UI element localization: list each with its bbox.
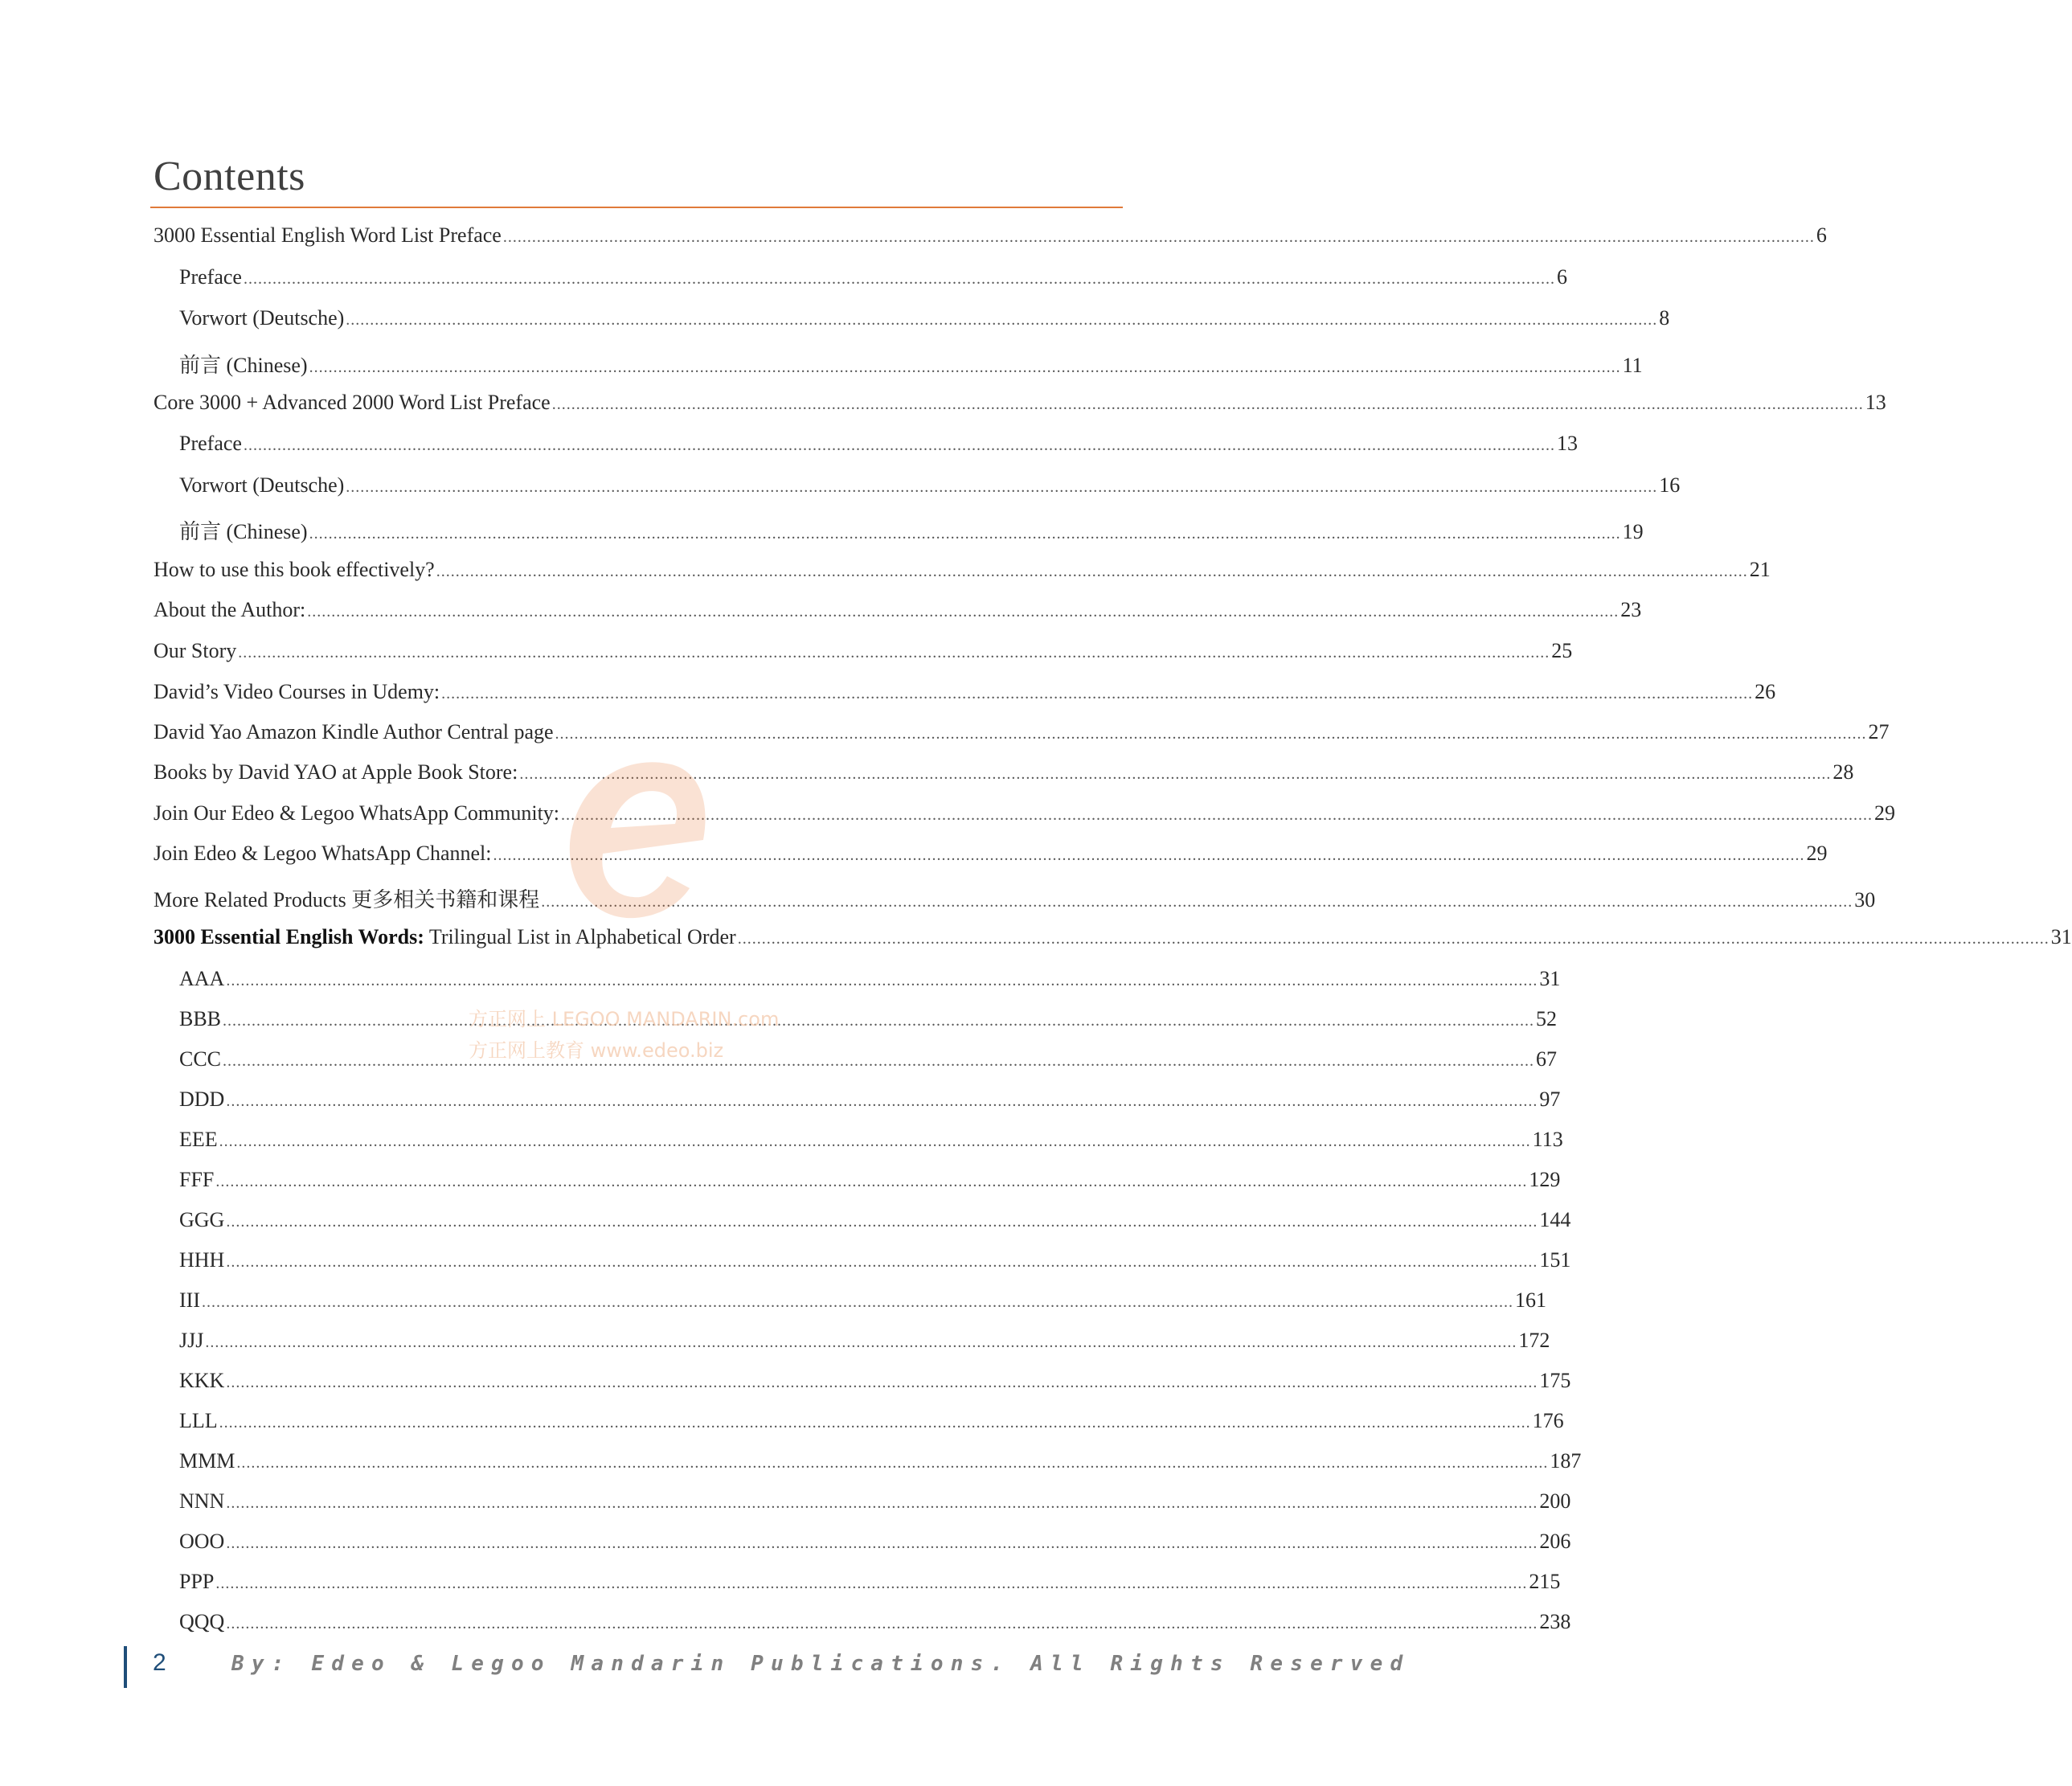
toc-entry-label: NNN xyxy=(179,1489,225,1513)
toc-dot-leader xyxy=(503,228,1815,247)
toc-entry[interactable] xyxy=(179,1449,1582,1473)
toc-entry-label: JJJ xyxy=(179,1329,204,1352)
toc-entry-label: 3000 Essential English Word List Preface xyxy=(154,223,502,247)
toc-entry-label: Join Edeo & Legoo WhatsApp Channel: xyxy=(154,842,492,865)
toc-dot-leader xyxy=(244,436,1555,455)
toc-entry[interactable] xyxy=(179,1570,1561,1594)
toc-entry-page: 26 xyxy=(1755,680,1776,703)
toc-entry-label: Preface xyxy=(179,432,242,455)
toc-entry-label: BBB xyxy=(179,1007,222,1030)
toc-dot-leader xyxy=(236,1454,1548,1473)
toc-entry-label: III xyxy=(179,1288,200,1312)
toc-entry-label: EEE xyxy=(179,1128,218,1151)
toc-entry-page: 97 xyxy=(1539,1088,1561,1111)
toc-entry-page: 215 xyxy=(1529,1570,1561,1593)
toc-entry-page: 13 xyxy=(1865,391,1886,414)
toc-entry-page: 30 xyxy=(1854,888,1876,911)
toc-entry-page: 31 xyxy=(1539,967,1561,990)
toc-entry-page: 21 xyxy=(1749,558,1771,581)
toc-entry[interactable] xyxy=(179,967,1561,991)
toc-dot-leader xyxy=(307,603,1619,621)
toc-entry[interactable] xyxy=(179,1288,1546,1313)
toc-entry-label: David Yao Amazon Kindle Author Central page xyxy=(154,720,554,743)
toc-entry-page: 11 xyxy=(1622,354,1643,377)
toc-entry-label: Books by David YAO at Apple Book Store: xyxy=(154,760,518,784)
toc-entry-label-rest: Trilingual List in Alphabetical Order xyxy=(424,925,736,948)
toc-entry[interactable] xyxy=(179,1248,1571,1272)
toc-entry[interactable] xyxy=(179,1610,1571,1634)
toc-entry[interactable] xyxy=(179,1530,1571,1554)
toc-entry[interactable] xyxy=(179,1208,1571,1232)
toc-entry-page: 206 xyxy=(1539,1530,1571,1553)
toc-entry-label: CCC xyxy=(179,1047,222,1071)
toc-entry-page: 6 xyxy=(1556,265,1567,289)
toc-entry-label: OOO xyxy=(179,1530,225,1553)
toc-entry-label-bold: 3000 Essential English Words: xyxy=(154,925,424,948)
toc-entry-label: 前言 (Chinese) xyxy=(179,520,308,543)
toc-entry-page: 238 xyxy=(1539,1610,1571,1633)
toc-entry[interactable] xyxy=(154,558,1771,582)
watermark-text-edeo: 方正网上教育 www.edeo.biz xyxy=(469,1039,724,1062)
toc-dot-leader xyxy=(346,311,1657,330)
toc-entry-page: 27 xyxy=(1868,720,1890,743)
toc-entry[interactable] xyxy=(154,680,1776,704)
toc-dot-leader xyxy=(226,1534,1538,1553)
toc-entry-page: 200 xyxy=(1539,1489,1571,1513)
toc-entry-label: MMM xyxy=(179,1449,235,1473)
toc-entry-page: 31 xyxy=(2050,925,2072,948)
toc-dot-leader xyxy=(226,1213,1538,1231)
toc-dot-leader xyxy=(436,563,1748,581)
toc-entry[interactable] xyxy=(179,1409,1564,1433)
toc-entry-label: PPP xyxy=(179,1570,215,1593)
toc-dot-leader xyxy=(215,1173,1527,1191)
toc-entry-label: DDD xyxy=(179,1088,225,1111)
toc-entry-page: 144 xyxy=(1539,1208,1571,1231)
toc-entry[interactable] xyxy=(179,515,1644,545)
toc-entry-page: 13 xyxy=(1556,432,1578,455)
toc-entry-page: 67 xyxy=(1536,1047,1558,1071)
toc-entry-label: AAA xyxy=(179,967,225,990)
toc-entry-page: 29 xyxy=(1806,842,1828,865)
toc-entry[interactable] xyxy=(154,639,1573,663)
toc-dot-leader xyxy=(561,806,1873,825)
toc-dot-leader xyxy=(205,1333,1517,1352)
toc-dot-leader xyxy=(226,1092,1538,1111)
toc-entry-label: More Related Products 更多相关书籍和课程 xyxy=(154,888,540,911)
toc-entry[interactable] xyxy=(154,391,1886,415)
toc-entry-page: 29 xyxy=(1874,801,1896,825)
toc-dot-leader xyxy=(226,1615,1538,1633)
toc-entry[interactable] xyxy=(179,349,1643,379)
toc-entry[interactable] xyxy=(154,598,1642,622)
toc-dot-leader xyxy=(309,525,1621,543)
toc-title: Contents xyxy=(154,154,305,199)
toc-entry-label: Our Story xyxy=(154,639,237,662)
toc-entry-page: 113 xyxy=(1532,1128,1563,1151)
toc-entry-label: Core 3000 + Advanced 2000 Word List Preface xyxy=(154,391,551,414)
footer-page-number: 2 xyxy=(153,1649,166,1676)
toc-dot-leader xyxy=(346,478,1657,497)
toc-entry[interactable] xyxy=(179,306,1670,330)
toc-entry[interactable] xyxy=(179,1369,1571,1393)
toc-entry[interactable] xyxy=(179,1088,1561,1112)
toc-entry-label: HHH xyxy=(179,1248,225,1272)
toc-dot-leader xyxy=(226,1494,1538,1513)
toc-entry-label: Join Our Edeo & Legoo WhatsApp Community: xyxy=(154,801,560,825)
toc-dot-leader xyxy=(223,1012,1534,1030)
toc-entry-page: 25 xyxy=(1551,639,1573,662)
toc-entry-label: GGG xyxy=(179,1208,225,1231)
toc-entry-label: David’s Video Courses in Udemy: xyxy=(154,680,440,703)
toc-dot-leader xyxy=(226,1374,1538,1392)
toc-entry-page: 151 xyxy=(1539,1248,1571,1272)
toc-dot-leader xyxy=(223,1052,1534,1071)
toc-entry-label: FFF xyxy=(179,1168,215,1191)
toc-dot-leader xyxy=(202,1293,1513,1312)
toc-dot-leader xyxy=(226,972,1538,990)
toc-entry[interactable] xyxy=(179,1168,1561,1192)
toc-entry-label: Vorwort (Deutsche) xyxy=(179,306,345,330)
toc-dot-leader xyxy=(244,270,1555,289)
toc-entry-page: 176 xyxy=(1532,1409,1564,1432)
toc-dot-leader xyxy=(226,1253,1538,1272)
toc-entry-page: 19 xyxy=(1622,520,1644,543)
toc-dot-leader xyxy=(238,644,1550,662)
toc-dot-leader xyxy=(738,930,2049,948)
toc-entry-page: 28 xyxy=(1832,760,1854,784)
toc-entry-page: 172 xyxy=(1518,1329,1550,1352)
toc-entry[interactable] xyxy=(154,720,1890,744)
toc-entry[interactable] xyxy=(179,1329,1550,1353)
watermark-text-legoo: 方正网上 LEGOO MANDARIN.com xyxy=(469,1008,780,1030)
toc-entry-page: 175 xyxy=(1539,1369,1571,1392)
edeo-logo-watermark-icon xyxy=(547,748,723,932)
toc-entry-page: 52 xyxy=(1536,1007,1558,1030)
toc-entry-page: 8 xyxy=(1659,306,1670,330)
toc-dot-leader xyxy=(219,1414,1531,1432)
toc-entry[interactable] xyxy=(179,265,1567,289)
toc-entry-label: LLL xyxy=(179,1409,218,1432)
toc-entry-label: KKK xyxy=(179,1369,225,1392)
toc-dot-leader xyxy=(552,395,1864,414)
toc-dot-leader xyxy=(215,1575,1527,1593)
footer-accent-bar xyxy=(124,1646,127,1688)
toc-entry-label: QQQ xyxy=(179,1610,225,1633)
toc-entry-label: How to use this book effectively? xyxy=(154,558,435,581)
toc-entry-page: 129 xyxy=(1529,1168,1561,1191)
toc-entry[interactable] xyxy=(179,432,1578,456)
toc-dot-leader xyxy=(309,358,1621,377)
toc-entry-page: 187 xyxy=(1550,1449,1582,1473)
toc-entry-label: About the Author: xyxy=(154,598,306,621)
toc-entry-label: 前言 (Chinese) xyxy=(179,354,308,377)
toc-entry[interactable] xyxy=(179,473,1681,498)
toc-dot-leader xyxy=(441,685,1753,703)
toc-dot-leader xyxy=(541,893,1853,911)
toc-entry-page: 6 xyxy=(1816,223,1827,247)
toc-dot-leader xyxy=(555,725,1867,743)
footer-credit: By: Edeo & Legoo Mandarin Publications. All Rights Reserved xyxy=(231,1652,1411,1676)
toc-entry-page: 161 xyxy=(1514,1288,1546,1312)
toc-dot-leader xyxy=(219,1133,1531,1151)
toc-entry-label: Vorwort (Deutsche) xyxy=(179,473,345,497)
toc-entry[interactable] xyxy=(179,1489,1571,1514)
toc-entry[interactable] xyxy=(154,223,1827,248)
toc-entry-label: Preface xyxy=(179,265,242,289)
toc-entry-page: 16 xyxy=(1659,473,1681,497)
toc-entry[interactable] xyxy=(179,1128,1563,1152)
toc-entry-page: 23 xyxy=(1620,598,1642,621)
